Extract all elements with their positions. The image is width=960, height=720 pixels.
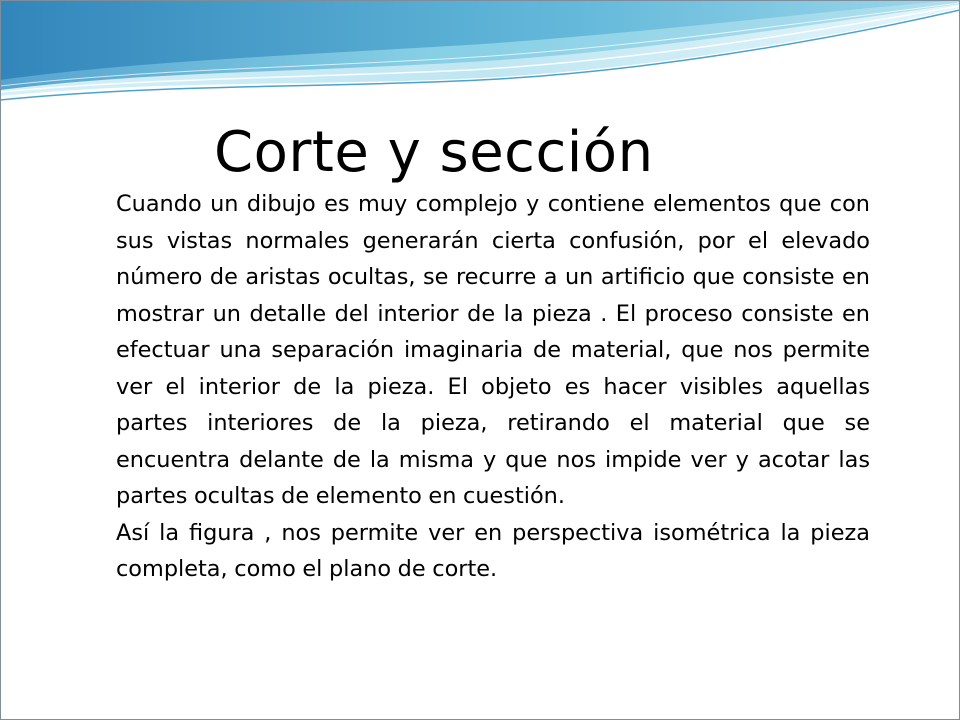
wave-header-decoration bbox=[0, 0, 960, 110]
slide-title: Corte y sección bbox=[214, 120, 654, 185]
slide-body bbox=[116, 186, 870, 588]
body-paragraph-1: Cuando un dibujo es muy complejo y contiene elementos que con sus vistas normales generarán cierta confusión, por el elevado número de aristas ocultas, se recurre a un artificio que consiste en mostrar un detalle del interior de la pieza . El proceso consiste en efectuar una separación imaginaria de material, que nos permite ver el interior de la pieza. El objeto es hacer visibles aquellas partes interiores de la pieza, retirando el material que se encuentra delante de la misma y que nos impide ver y acotar las partes ocultas de elemento en cuestión. bbox=[116, 191, 870, 509]
body-paragraph-2: Así la figura , nos permite ver en perspectiva isométrica la pieza completa, como el plano de corte. bbox=[116, 519, 870, 582]
